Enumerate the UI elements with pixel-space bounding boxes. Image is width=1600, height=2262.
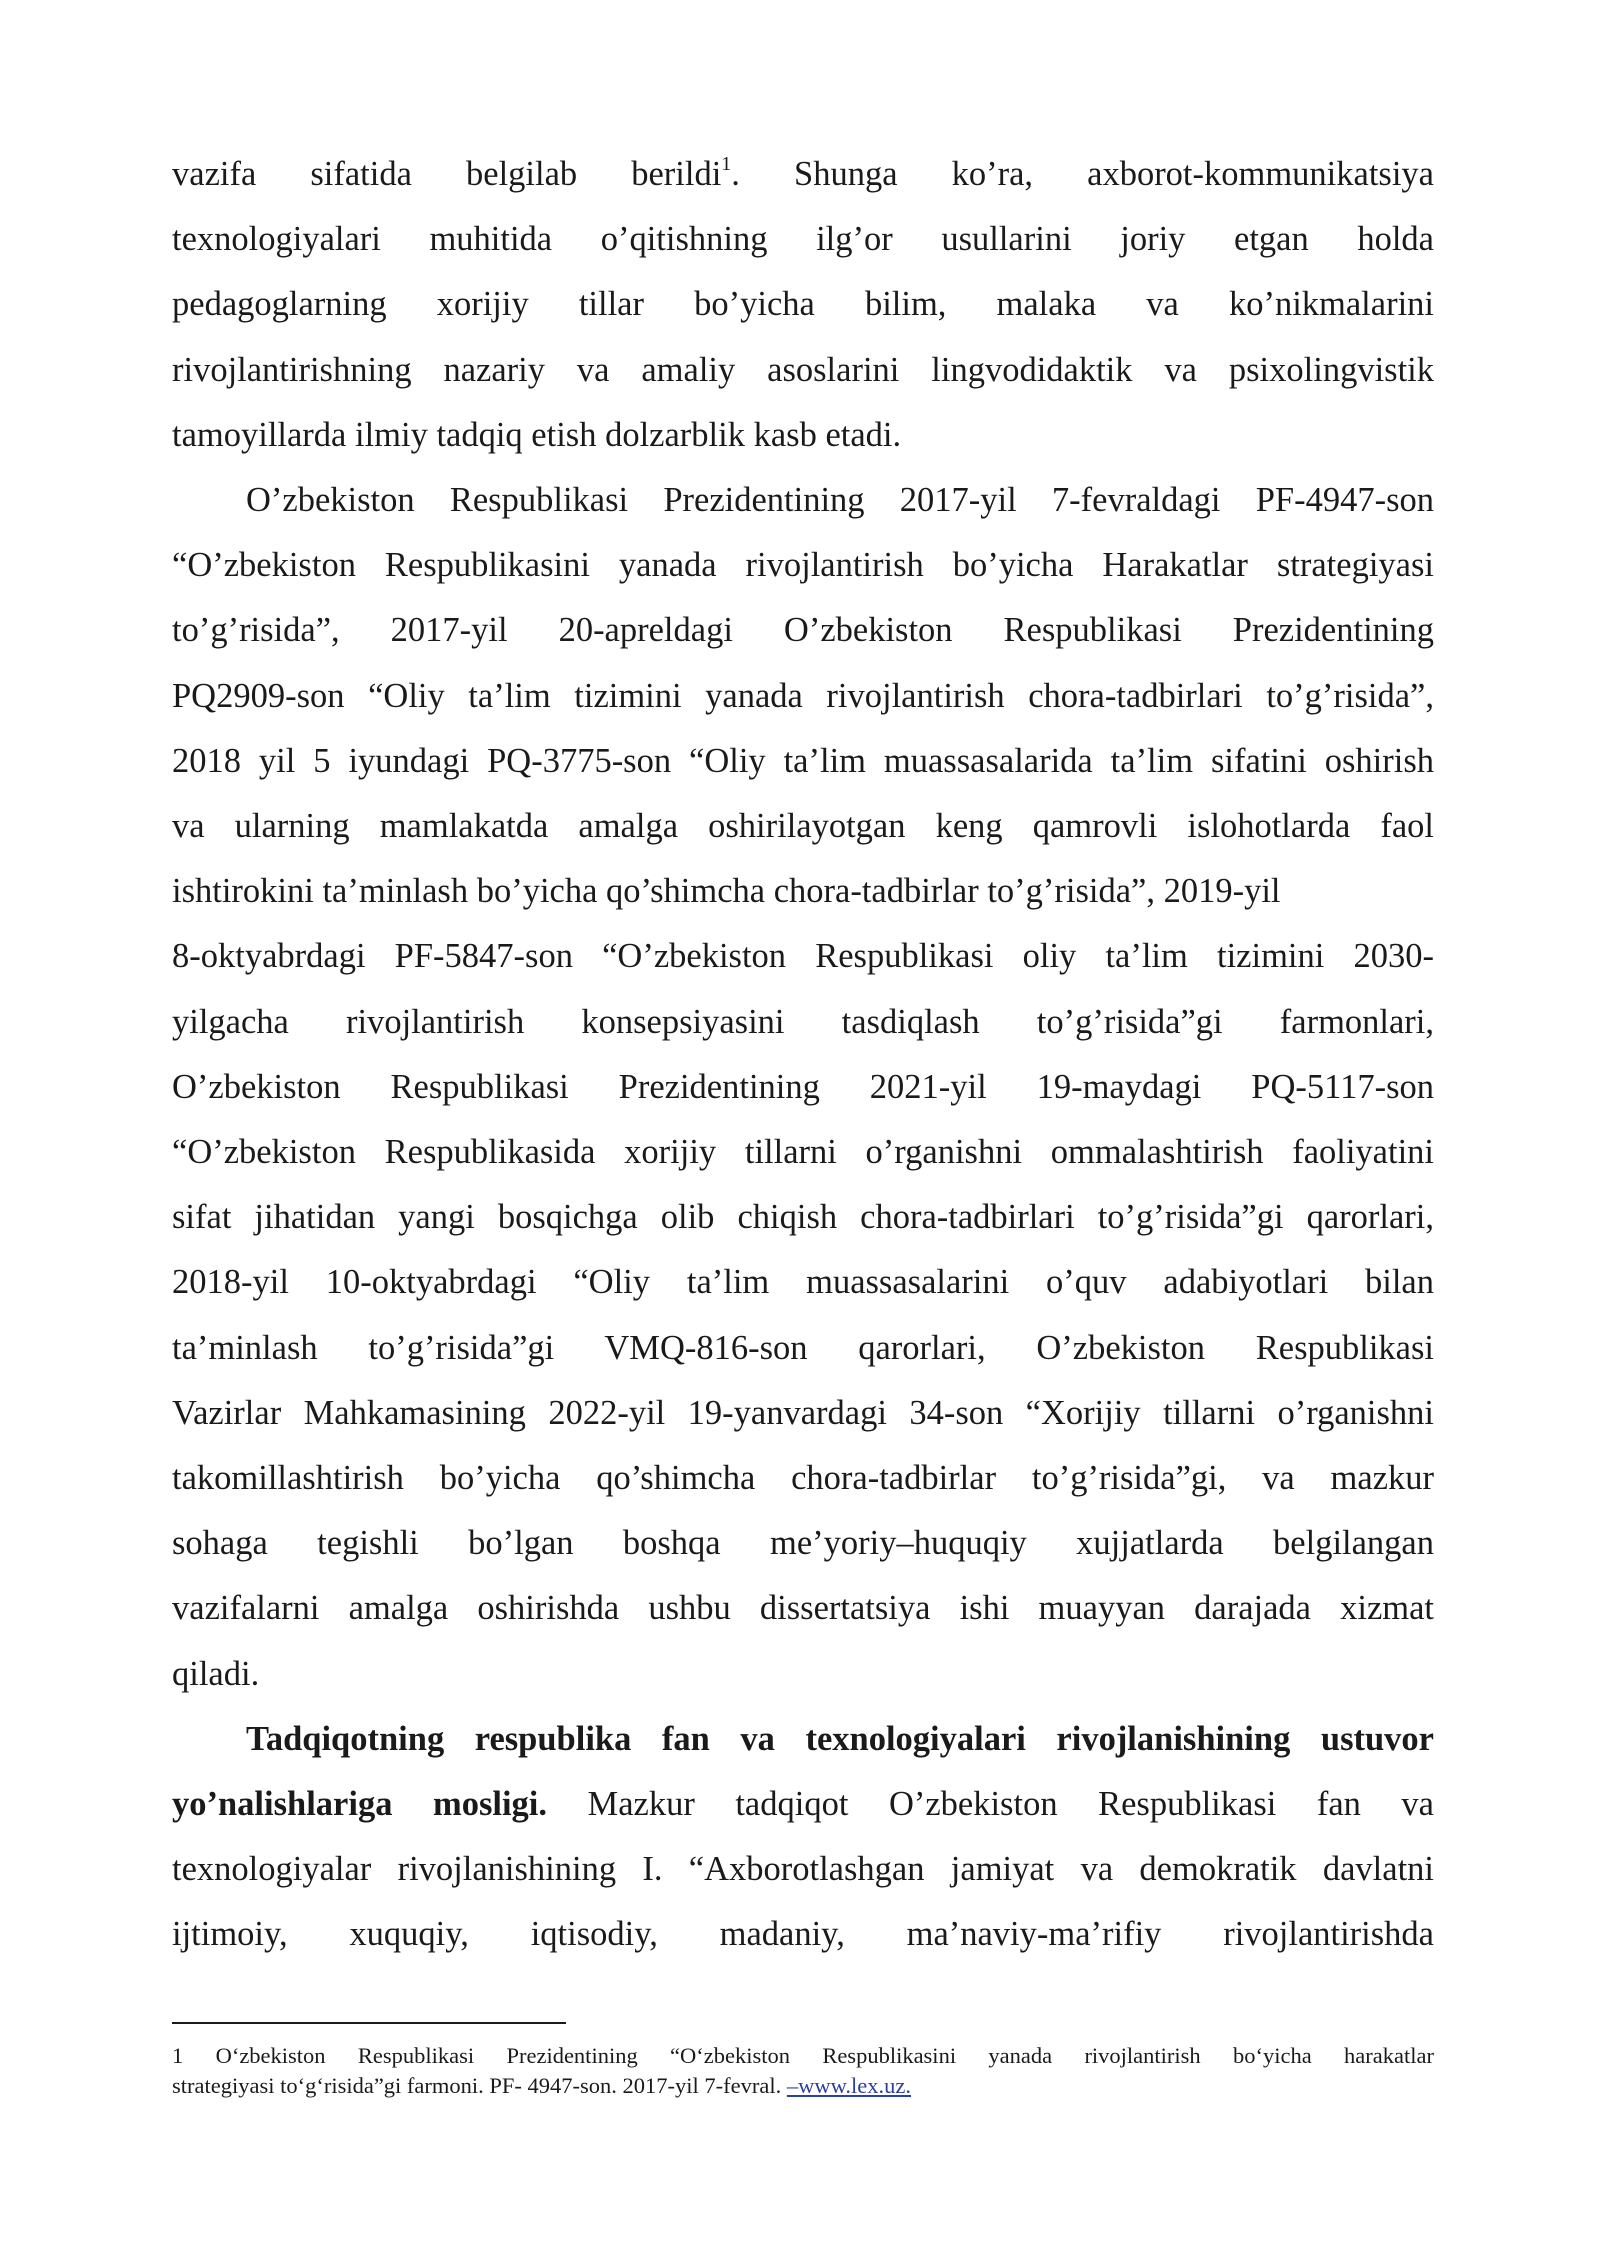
text-line: “O’zbekiston Respublikasida xorijiy tillarni o’rganishni ommalashtirish faoliyatini: [172, 1133, 1434, 1172]
text-line: [172, 1707, 1434, 1772]
footnote: [172, 2041, 1434, 2101]
footnote-separator: [172, 2022, 566, 2024]
text-line: yo’nalishlariga mosligi. Mazkur tadqiqot O’zbekiston Respublikasi fan va: [172, 1785, 1434, 1824]
text-line: O’zbekiston Respublikasi Prezidentining 2021-yil 19-maydagi PQ-5117-son: [172, 1067, 1434, 1106]
footnote-line: 1 O‘zbekiston Respublikasi Prezidentining “O‘zbekiston Respublikasini yanada rivojlantirish bo‘yicha harakatlar: [172, 2043, 1434, 2068]
body-text: [172, 142, 1434, 1968]
text-line: vazifa sifatida belgilab berildi$^1$. Shunga ko’ra, axborot-kommunikatsiya: [172, 153, 1434, 193]
text-line: pedagoglarning xorijiy tillar bo’yicha bilim, malaka va ko’nikmalarini: [172, 285, 1434, 324]
text-line: sifat jihatidan yangi bosqichga olib chiqish chora-tadbirlari to’g’risida”gi qarorlari,: [172, 1198, 1434, 1237]
text-line: yilgacha rivojlantirish konsepsiyasini tasdiqlash to’g’risida”gi farmonlari,: [172, 1002, 1434, 1041]
text-line: ijtimoiy, xuquqiy, iqtisodiy, madaniy, ma’naviy-ma’rifiy rivojlantirishda: [172, 1915, 1434, 1954]
text-line: sohaga tegishli bo’lgan boshqa me’yoriy–huquqiy xujjatlarda belgilangan: [172, 1524, 1434, 1563]
text-line: qiladi.: [172, 1654, 260, 1693]
text-line: rivojlantirishning nazariy va amaliy asoslarini lingvodidaktik va psixolingvistik: [172, 350, 1434, 389]
text-line: vazifalarni amalga oshirishda ushbu dissertatsiya ishi muayyan darajada xizmat: [172, 1589, 1434, 1628]
footnote-link[interactable]: –www.lex.uz.: [786, 2073, 912, 2098]
text-line: PQ2909-son “Oliy ta’lim tizimini yanada rivojlantirish chora-tadbirlari to’g’risida”,: [172, 676, 1434, 715]
footnote-ref[interactable]: 1: [721, 153, 732, 175]
text-line: Vazirlar Mahkamasining 2022-yil 19-yanvardagi 34-son “Xorijiy tillarni o’rganishni: [172, 1393, 1434, 1432]
paragraph-3: [172, 1707, 1434, 1968]
text-line: “O’zbekiston Respublikasini yanada rivojlantirish bo’yicha Harakatlar strategiyasi: [172, 546, 1434, 585]
text-line: ta’minlash to’g’risida”gi VMQ-816-son qarorlari, O’zbekiston Respublikasi: [172, 1328, 1434, 1367]
paragraph-2: [172, 468, 1434, 1707]
text-line: 8-oktyabrdagi PF-5847-son “O’zbekiston Respublikasi oliy ta’lim tizimini 2030-: [172, 937, 1434, 976]
text-line: takomillashtirish bo’yicha qo’shimcha chora-tadbirlar to’g’risida”gi, va mazkur: [172, 1459, 1434, 1498]
text-line: to’g’risida”, 2017-yil 20-apreldagi O’zbekiston Respublikasi Prezidentining: [172, 611, 1434, 650]
footnote-line: strategiyasi to‘g‘risida”gi farmoni. PF- 4947-son. 2017-yil 7-fevral. –www.lex.uz.: [172, 2073, 912, 2098]
text-line: ishtirokini ta’minlash bo’yicha qo’shimcha chora-tadbirlar to’g’risida”, 2019-yil: [172, 872, 1281, 911]
section-heading: Tadqiqotning respublika fan va texnologiyalari rivojlanishining ustuvor: [246, 1719, 1434, 1758]
text-line: 2018 yil 5 iyundagi PQ-3775-son “Oliy ta’lim muassasalarida ta’lim sifatini oshirish: [172, 741, 1434, 780]
text-line: va ularning mamlakatda amalga oshirilayotgan keng qamrovli islohotlarda faol: [172, 807, 1434, 846]
text-line: texnologiyalari muhitida o’qitishning ilg’or usullarini joriy etgan holda: [172, 220, 1434, 259]
section-heading: yo’nalishlariga mosligi.: [172, 1785, 548, 1824]
text-line: texnologiyalar rivojlanishining I. “Axborotlashgan jamiyat va demokratik davlatni: [172, 1850, 1434, 1889]
paragraph-1: [172, 142, 1434, 468]
text-line: tamoyillarda ilmiy tadqiq etish dolzarblik kasb etadi.: [172, 415, 902, 454]
text-line: 2018-yil 10-oktyabrdagi “Oliy ta’lim muassasalarini o’quv adabiyotlari bilan: [172, 1263, 1434, 1302]
text-line: O’zbekiston Respublikasi Prezidentining 2017-yil 7-fevraldagi PF-4947-son: [246, 481, 1434, 520]
